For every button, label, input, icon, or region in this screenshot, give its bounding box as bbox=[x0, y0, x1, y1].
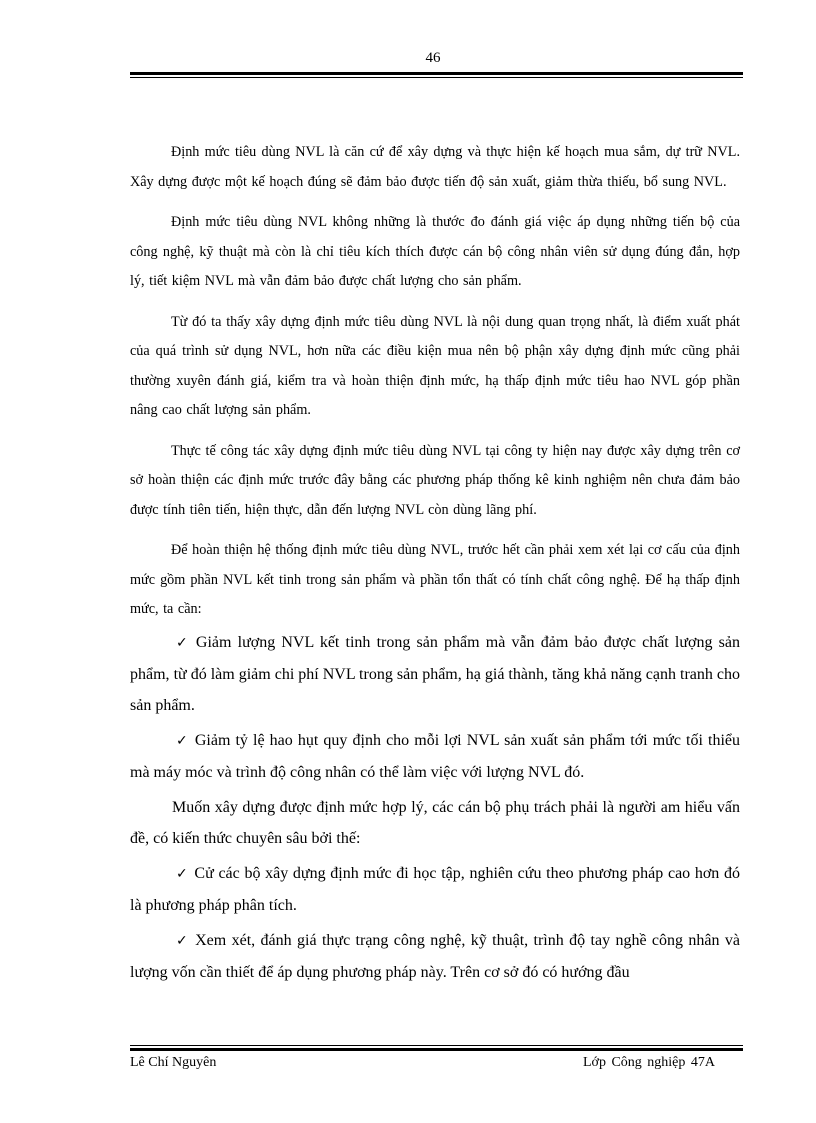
header-rule-thick bbox=[130, 72, 743, 75]
bullet-text: Giảm lượng NVL kết tinh trong sản phẩm mà vẫn đảm bảo được chất lượng sản phẩm, từ đó làm giảm chi phí NVL trong sản phẩm, hạ giá thành, tăng khả năng cạnh tranh cho sản phẩm. bbox=[130, 633, 740, 714]
checkmark-icon: ✓ bbox=[176, 865, 189, 882]
paragraph: Từ đó ta thấy xây dựng định mức tiêu dùng NVL là nội dung quan trọng nhất, là điểm xuất phát của quá trình sử dụng NVL, hơn nữa các điều kiện mua nên bộ phận xây dựng định mức cũng phải thường xuyên đánh giá, kiểm tra và hoàn thiện định mức, hạ thấp định mức tiêu hao NVL góp phần nâng cao chất lượng sản phẩm. bbox=[130, 313, 740, 418]
bullet-item bbox=[130, 725, 740, 788]
paragraph: Định mức tiêu dùng NVL là căn cứ để xây dựng và thực hiện kế hoạch mua sắm, dự trữ NVL. Xây dựng được một kế hoạch đúng sẽ đảm bảo được tiến độ sản xuất, giảm thừa thiếu, bổ sung NVL. bbox=[130, 144, 740, 190]
bullet-item bbox=[130, 925, 740, 988]
checkmark-icon: ✓ bbox=[176, 634, 190, 651]
page-number: 46 bbox=[425, 50, 441, 66]
checkmark-icon: ✓ bbox=[176, 732, 189, 749]
bullet-text: Xem xét, đánh giá thực trạng công nghệ, kỹ thuật, trình độ tay nghề công nhân và lượng vốn cần thiết để áp dụng phương pháp này. Trên cơ sở đó có hướng đầu bbox=[130, 931, 741, 981]
footer-rule-thick bbox=[130, 1048, 743, 1051]
bullet-text: Giảm tỷ lệ hao hụt quy định cho mỗi lợi NVL sản xuất sản phẩm tới mức tối thiểu mà máy móc và trình độ công nhân có thể làm việc với lượng NVL đó. bbox=[130, 731, 741, 781]
footer-author: Lê Chí Nguyên bbox=[130, 1055, 217, 1070]
paragraph: Định mức tiêu dùng NVL không những là thước đo đánh giá việc áp dụng những tiến bộ của công nghệ, kỹ thuật mà còn là chỉ tiêu kích thích được cán bộ công nhân viên sử dụng đúng đắn, hợp lý, tiết kiệm NVL mà vẫn đảm bảo được chất lượng cho sản phẩm. bbox=[130, 214, 740, 289]
paragraph: Để hoàn thiện hệ thống định mức tiêu dùng NVL, trước hết cần phải xem xét lại cơ cấu của định mức gồm phần NVL kết tinh trong sản phẩm và phần tổn thất có tính chất công nghệ. Để hạ thấp định mức, ta cần: bbox=[130, 542, 740, 617]
bullet-text: Cử các bộ xây dựng định mức đi học tập, nghiên cứu theo phương pháp cao hơn đó là phương pháp phân tích. bbox=[130, 864, 740, 914]
footer-rule-thin bbox=[130, 1045, 743, 1046]
bullet-item bbox=[130, 627, 740, 721]
paragraph: Thực tế công tác xây dựng định mức tiêu dùng NVL tại công ty hiện nay được xây dựng trên cơ sở hoàn thiện các định mức trước đây bằng các phương pháp thống kê kinh nghiệm nên chưa đảm bảo được tính tiên tiến, hiện thực, dẫn đến lượng NVL còn dùng lãng phí. bbox=[130, 442, 740, 518]
header-rule-thin bbox=[130, 77, 743, 78]
footer-class: Lớp Công nghiệp 47A bbox=[583, 1055, 716, 1070]
document-body bbox=[130, 138, 740, 992]
paragraph: Muốn xây dựng được định mức hợp lý, các cán bộ phụ trách phải là người am hiểu vấn đề, có kiến thức chuyên sâu bởi thế: bbox=[130, 798, 740, 847]
checkmark-icon: ✓ bbox=[176, 932, 190, 949]
bullet-item bbox=[130, 858, 740, 921]
